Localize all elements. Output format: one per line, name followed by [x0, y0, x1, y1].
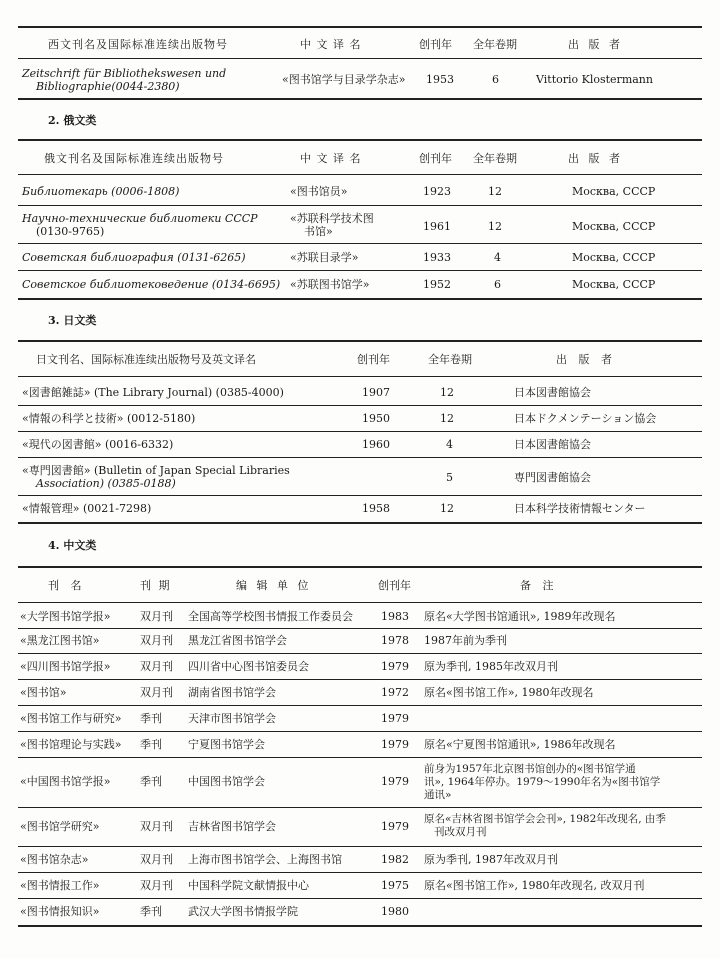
section-title: 3. 日文类	[48, 314, 97, 327]
year: 1979	[381, 820, 409, 833]
col-header: 西文刊名及国际标准连续出版物号	[48, 38, 228, 51]
frequency: 双月刊	[140, 634, 173, 647]
rule	[18, 205, 702, 206]
frequency: 双月刊	[140, 660, 173, 673]
rule	[18, 522, 702, 524]
frequency: 双月刊	[140, 820, 173, 833]
journal-name: «图书馆理论与实践»	[20, 738, 122, 751]
rule	[18, 495, 702, 496]
year: 1979	[381, 712, 409, 725]
rule	[18, 925, 702, 927]
note: 刊改双月刊	[434, 826, 487, 838]
issues: 12	[440, 412, 454, 425]
publisher: Москва, СССР	[572, 278, 656, 291]
editor: 武汉大学图书情报学院	[188, 905, 298, 918]
year: 1979	[381, 738, 409, 751]
chinese-name: «苏联图书馆学»	[290, 278, 370, 291]
journal-title: Bibliographie(0044-2380)	[36, 80, 180, 93]
frequency: 双月刊	[140, 686, 173, 699]
chinese-name: «图书馆员»	[290, 185, 348, 198]
year: 1923	[423, 185, 451, 198]
publisher: 日本科学技術情報センター	[514, 502, 646, 515]
col-header: 出 版 者	[568, 38, 623, 51]
frequency: 季刊	[140, 738, 162, 751]
rule	[18, 705, 702, 706]
note: 前身为1957年北京图书馆创办的«图书馆学通	[424, 763, 636, 775]
issues: 12	[488, 220, 502, 233]
issues: 12	[488, 185, 502, 198]
editor: 四川省中心图书馆委员会	[188, 660, 309, 673]
rule	[18, 757, 702, 758]
rule	[18, 628, 702, 629]
col-header: 刊 名	[48, 579, 86, 592]
issues: 6	[492, 73, 499, 86]
chinese-name: «苏联目录学»	[290, 251, 359, 264]
rule	[18, 98, 702, 100]
year: 1953	[426, 73, 454, 86]
year: 1979	[381, 775, 409, 788]
note: 原为季刊, 1987年改双月刊	[424, 853, 558, 866]
editor: 全国高等学校图书情报工作委员会	[188, 610, 353, 623]
chinese-name: «图书馆学与目录学杂志»	[282, 73, 406, 86]
col-header: 编 辑 单 位	[236, 579, 312, 592]
col-header: 创刊年	[357, 353, 390, 366]
rule	[18, 405, 702, 406]
col-header: 出 版 者	[556, 353, 616, 366]
publisher: Москва, СССР	[572, 251, 656, 264]
col-header: 全年卷期	[428, 353, 472, 366]
journal-title: Association) (0385-0188)	[36, 477, 176, 490]
journal-title: Советское библиотековедение (0134-6695)	[22, 278, 281, 291]
journal-title: Советская библиография (0131-6265)	[22, 251, 246, 264]
col-header: 备 注	[520, 579, 558, 592]
year: 1982	[381, 853, 409, 866]
issues: 12	[440, 502, 454, 515]
editor: 天津市图书馆学会	[188, 712, 276, 725]
year: 1980	[381, 905, 409, 918]
note: 讯», 1964年停办。1979～1990年名为«图书馆学	[424, 776, 661, 788]
rule	[18, 174, 702, 175]
issues: 4	[446, 438, 453, 451]
rule	[18, 298, 702, 300]
col-header: 创刊年	[378, 579, 411, 592]
frequency: 双月刊	[140, 853, 173, 866]
rule	[18, 807, 702, 808]
year: 1933	[423, 251, 451, 264]
frequency: 季刊	[140, 905, 162, 918]
editor: 中国图书馆学会	[188, 775, 265, 788]
editor: 中国科学院文献情报中心	[188, 879, 309, 892]
frequency: 季刊	[140, 712, 162, 725]
journal-name: «图书情报工作»	[20, 879, 100, 892]
rule	[18, 340, 702, 342]
journal-name: «图书馆学研究»	[20, 820, 100, 833]
journal-name: «图书馆工作与研究»	[20, 712, 122, 725]
journal-name: «图书馆»	[20, 686, 67, 699]
issues: 6	[494, 278, 501, 291]
editor: 宁夏图书馆学会	[188, 738, 265, 751]
rule	[18, 846, 702, 847]
col-header: 刊 期	[140, 579, 172, 592]
journal-name: «四川图书馆学报»	[20, 660, 111, 673]
rule	[18, 26, 702, 28]
year: 1907	[362, 386, 390, 399]
year: 1978	[381, 634, 409, 647]
year: 1960	[362, 438, 390, 451]
rule	[18, 872, 702, 873]
col-header: 中 文 译 名	[300, 38, 362, 51]
chinese-name: «苏联科学技术图	[290, 212, 374, 225]
section-title: 4. 中文类	[48, 539, 97, 552]
journal-title: «情報の科学と技術» (0012-5180)	[22, 412, 196, 425]
col-header: 日文刊名、国际标准连续出版物号及英文译名	[36, 353, 256, 366]
frequency: 双月刊	[140, 879, 173, 892]
year: 1961	[423, 220, 451, 233]
publisher: 日本図書館協会	[514, 386, 591, 399]
col-header: 全年卷期	[473, 152, 517, 165]
publisher: Москва, СССР	[572, 185, 656, 198]
journal-title: Библиотекарь (0006-1808)	[22, 185, 180, 198]
journal-title: «専門図書館» (Bulletin of Japan Special Libraries	[22, 464, 290, 477]
publisher: 日本図書館協会	[514, 438, 591, 451]
rule	[18, 376, 702, 377]
rule	[18, 431, 702, 432]
year: 1979	[381, 660, 409, 673]
editor: 湖南省图书馆学会	[188, 686, 276, 699]
year: 1972	[381, 686, 409, 699]
rule	[18, 139, 702, 141]
editor: 吉林省图书馆学会	[188, 820, 276, 833]
publisher: 日本ドクメンテーション協会	[514, 412, 657, 425]
issues: 12	[440, 386, 454, 399]
rule	[18, 898, 702, 899]
journal-title: Научно-технические библиотеки СССР	[22, 212, 258, 225]
note: 通讯»	[424, 789, 452, 801]
journal-title: «現代の図書館» (0016-6332)	[22, 438, 174, 451]
col-header: 俄文刊名及国际标准连续出版物号	[44, 152, 224, 165]
journal-name: «中国图书馆学报»	[20, 775, 111, 788]
journal-name: «黑龙江图书馆»	[20, 634, 100, 647]
editor: 上海市图书馆学会、上海图书馆	[188, 853, 342, 866]
rule	[18, 243, 702, 244]
rule	[18, 270, 702, 271]
journal-title: Zeitschrift für Bibliothekswesen und	[22, 67, 227, 80]
note: 原名«图书馆工作», 1980年改现名, 改双月刊	[424, 879, 645, 892]
journal-name: «大学图书馆学报»	[20, 610, 111, 623]
year: 1952	[423, 278, 451, 291]
col-header: 创刊年	[419, 152, 452, 165]
rule	[18, 58, 702, 59]
col-header: 创刊年	[419, 38, 452, 51]
note: 原为季刊, 1985年改双月刊	[424, 660, 558, 673]
journal-name: «图书馆杂志»	[20, 853, 89, 866]
note: 原名«宁夏图书馆通讯», 1986年改现名	[424, 738, 616, 751]
journal-issn: (0130-9765)	[36, 225, 105, 238]
col-header: 全年卷期	[473, 38, 517, 51]
frequency: 季刊	[140, 775, 162, 788]
issues: 4	[494, 251, 501, 264]
journal-name: «图书情报知识»	[20, 905, 100, 918]
rule	[18, 566, 702, 568]
year: 1958	[362, 502, 390, 515]
col-header: 出 版 者	[568, 152, 623, 165]
note: 原名«图书馆工作», 1980年改现名	[424, 686, 594, 699]
rule	[18, 679, 702, 680]
year: 1975	[381, 879, 409, 892]
note: 原名«大学图书馆通讯», 1989年改现名	[424, 610, 616, 623]
note: 1987年前为季刊	[424, 634, 507, 647]
rule	[18, 653, 702, 654]
note: 原名«吉林省图书馆学会会刊», 1982年改现名, 由季	[424, 813, 666, 825]
journal-title: «図書館雑誌» (The Library Journal) (0385-4000)	[22, 386, 284, 399]
col-header: 中 文 译 名	[300, 152, 362, 165]
editor: 黑龙江省图书馆学会	[188, 634, 287, 647]
rule	[18, 731, 702, 732]
frequency: 双月刊	[140, 610, 173, 623]
issues: 5	[446, 471, 453, 484]
year: 1950	[362, 412, 390, 425]
rule	[18, 457, 702, 458]
chinese-name: 书馆»	[304, 225, 333, 238]
rule	[18, 602, 702, 603]
publisher: Vittorio Klostermann	[536, 73, 653, 86]
journal-title: «情報管理» (0021-7298)	[22, 502, 152, 515]
section-title: 2. 俄文类	[48, 114, 97, 127]
publisher: 専門図書館協会	[514, 471, 591, 484]
publisher: Москва, СССР	[572, 220, 656, 233]
year: 1983	[381, 610, 409, 623]
